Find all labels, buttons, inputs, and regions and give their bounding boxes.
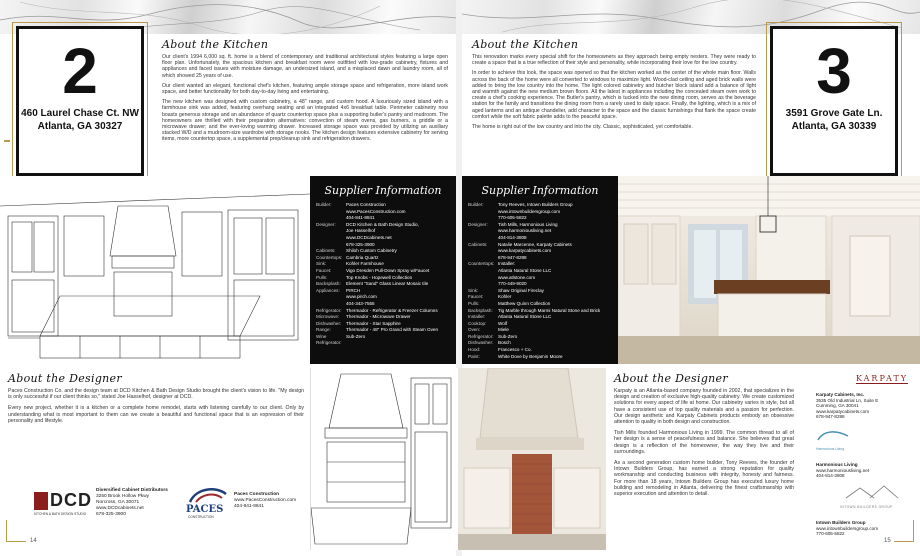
supplier-value: Element "Sand" Glass Linear Mosaic tile — [346, 281, 429, 287]
designer-paragraph: Paces Construction Co. and the design team at DCD Kitchen & Bath Design Studio brought the client's vision to life. "My design is only successful if our client thinks so," stated Joe Hasselhof, designer at DCD. — [8, 388, 304, 401]
supplier-row — [468, 275, 614, 282]
supplier-value: Bosch — [498, 340, 511, 346]
supplier-value: White Dove by Benjamin Moore — [498, 353, 563, 359]
page-number-right: 15 — [884, 538, 891, 544]
supplier-value: 770-449-9020 — [498, 281, 527, 287]
supplier-label: Faucet: — [316, 267, 332, 273]
supplier-label: Pulls: — [316, 274, 328, 280]
supplier-label: Countertops: — [316, 254, 343, 260]
supplier-label: Pulls: — [468, 300, 480, 306]
intown-builders-contact: Intown Builders Group www.intownbuildersgroup.com 770-605-5822 — [816, 520, 879, 537]
paces-logo — [186, 486, 230, 520]
project-number: 2 — [62, 35, 98, 107]
supplier-label: Designer: — [316, 221, 336, 227]
supplier-heading: Supplier Information — [324, 184, 442, 197]
supplier-row — [316, 294, 452, 301]
project-number: 3 — [816, 35, 852, 107]
supplier-value: Tony Reeves, Intown Builders Group — [498, 202, 573, 207]
supplier-value: Thermador - Microwave Drawer — [346, 314, 411, 320]
supplier-value: PIRCH — [346, 287, 361, 293]
kitchen-paragraph: Our client's 1994 6,000 sq. ft. home is a blend of contemporary and traditional architectural styles featuring a large open floor plan. Unfortunately, the spacious kitchen and breakfast room were outfitted with low-grade cabinetry, fixtures and appliances and faced issues with moisture damage, an undersized island, and a misplaced dawn and laundry room, all of which showed 25 years of use. — [162, 54, 448, 79]
supplier-label — [468, 235, 498, 242]
supplier-value: Wolf — [498, 320, 508, 326]
supplier-label — [316, 294, 346, 301]
supplier-row — [316, 288, 452, 295]
supplier-row — [468, 314, 614, 321]
corner-ornament-right — [894, 520, 914, 542]
supplier-row — [316, 268, 452, 275]
kitchen-line-drawing — [0, 176, 310, 364]
supplier-value: 678-325-3900 — [346, 241, 375, 247]
supplier-row — [316, 321, 452, 328]
supplier-label — [468, 281, 498, 288]
supplier-row — [468, 354, 614, 361]
supplier-label — [316, 242, 346, 249]
kitchen-paragraph: The home is right out of the low country and into the city. Classic, sophisticated, yet comfortable. — [472, 124, 693, 131]
supplier-value: Thermador - Star Sapphire — [346, 320, 401, 326]
corner-ornament-left — [6, 520, 26, 542]
supplier-label: Oven: — [468, 327, 481, 333]
hood-line-drawing — [310, 368, 458, 550]
designer-paragraph: Karpaty is an Atlanta-based company founded in 2002, that specializes in the design and creation of exclusive high-quality cabinetry. We create customized solutions for every aspect of life at home. Our cabinetry varies in style, but all have a consistent use of top quality materials and a passion for perfection. Our design aesthetic and Karpaty Cabinets products embody an obsessive attention to quality in both design and construction. — [614, 388, 794, 426]
supplier-label: Wine Refrigerator: — [316, 333, 342, 346]
supplier-label — [468, 255, 498, 262]
supplier-label: Hood: — [468, 347, 481, 353]
supplier-label: Dishwasher: — [468, 340, 494, 346]
supplier-label — [468, 268, 498, 275]
supplier-label: Backsplash: — [316, 281, 341, 287]
supplier-value: Natalie Marcenne, Karpaty Cabinets — [498, 241, 572, 247]
supplier-row — [468, 248, 614, 255]
supplier-row — [316, 327, 452, 334]
supplier-label — [316, 215, 346, 222]
paces-contact: Paces Construction www.PacesConstruction.com 404-841-8841 — [234, 492, 297, 509]
supplier-label: Designer: — [468, 221, 488, 227]
karpaty-logo: KARPATY — [856, 374, 909, 383]
supplier-value: 404-841-8841 — [346, 215, 375, 221]
supplier-label: Cabinets: — [468, 241, 488, 247]
kitchen-photo — [618, 176, 920, 364]
supplier-row — [468, 268, 614, 275]
supplier-row — [316, 314, 452, 321]
supplier-panel-left — [310, 176, 456, 364]
project-number-box — [16, 26, 144, 176]
supplier-value: Shaw Original Fireclay — [498, 287, 544, 293]
supplier-row — [468, 327, 614, 334]
gold-rule-left — [4, 140, 10, 142]
project-address: 460 Laurel Chase Ct. NW Atlanta, GA 30327 — [21, 108, 139, 132]
supplier-row — [316, 248, 452, 255]
designer-heading: About the Designer — [8, 372, 122, 385]
supplier-row — [468, 347, 614, 354]
supplier-row — [468, 308, 614, 315]
supplier-panel-right — [462, 176, 618, 364]
supplier-value: Sub-Zero — [346, 333, 366, 339]
kitchen-heading: About the Kitchen — [162, 38, 269, 51]
harmonious-living-logo: Harmonious Living — [816, 428, 850, 448]
paces-logo-sub: CONSTRUCTION — [188, 515, 214, 519]
supplier-value: Thermador - 48" Pro Grand with Steam Oven — [346, 327, 439, 333]
supplier-list — [468, 202, 614, 360]
supplier-value: Miele — [498, 327, 509, 333]
supplier-label: Installer: — [468, 314, 486, 320]
supplier-row — [468, 340, 614, 347]
supplier-label: Paint: — [468, 353, 480, 359]
karpaty-contact: Karpaty Cabinets, Inc. 3535 Old Industrial Ln, Suite E Cumming, GA 30041 www.karpatycabinets.com 678-947-8288 — [816, 392, 879, 420]
supplier-value: DCD Kitchen & Bath Design Studio, — [346, 221, 419, 227]
supplier-value: Installer: — [498, 261, 516, 267]
supplier-row — [468, 215, 614, 222]
range-hood-photo — [458, 368, 606, 550]
supplier-row — [316, 209, 452, 216]
supplier-value: 404-814-3808 — [498, 234, 527, 240]
supplier-row — [468, 321, 614, 328]
supplier-value: Kohler Farmhouse — [346, 261, 384, 267]
supplier-label — [316, 235, 346, 242]
supplier-row — [316, 308, 452, 315]
supplier-label: Countertops: — [468, 261, 495, 267]
supplier-value: www.intownbuildersgroup.com — [498, 208, 561, 214]
designer-paragraph: Every new project, whether it is a kitchen or a complete home remodel, starts with listening carefully to our client. Only by understanding what is most important to them can we create a beautiful and functional space that is an expression of their personality and lifestyle. — [8, 405, 304, 424]
supplier-value: Atlanta Natural Stone LLC — [498, 314, 552, 320]
supplier-value: Sub-Zero — [498, 333, 518, 339]
supplier-row — [468, 235, 614, 242]
supplier-heading: Supplier Information — [481, 184, 599, 197]
supplier-value: www.pirch.com — [346, 294, 377, 300]
supplier-row — [316, 235, 452, 242]
supplier-value: Francesco + Co. — [498, 347, 532, 353]
supplier-label: Dishwasher: — [316, 320, 342, 326]
supplier-label — [468, 248, 498, 255]
designer-section-right — [614, 372, 794, 497]
supplier-value: 404-343-7555 — [346, 300, 375, 306]
supplier-label: Cooktop: — [468, 320, 487, 326]
supplier-row — [468, 242, 614, 249]
supplier-row — [316, 281, 452, 288]
supplier-row — [468, 281, 614, 288]
supplier-value: Shiloh Custom Cabinetry — [346, 248, 397, 254]
dcd-logo-sub: KITCHEN & BATH DESIGN STUDIO — [34, 512, 87, 516]
supplier-list — [316, 202, 452, 347]
supplier-label — [316, 301, 346, 308]
harmonious-living-logo-mark — [816, 428, 850, 442]
supplier-label: Backsplash: — [468, 307, 493, 313]
supplier-row — [468, 261, 614, 268]
supplier-label — [468, 275, 498, 282]
dcd-contact: Diversified Cabinet Distributors 3250 Brook Hollow Pkwy Norcross, GA 30071 www.DCDcabinets.net 678-325-3900 — [96, 488, 168, 517]
supplier-label: Appliances: — [316, 287, 340, 293]
supplier-label — [468, 228, 498, 235]
kitchen-section-left — [162, 38, 448, 143]
supplier-value: Vigo Dresden Pull-Down Spray w/Faucet — [346, 267, 430, 273]
supplier-label: Builder: — [316, 202, 332, 207]
supplier-row — [468, 202, 614, 209]
supplier-row — [468, 334, 614, 341]
kitchen-paragraph: In order to achieve this look, the space was opened so that the kitchen worked as the center of the whole main floor. Walls across the back of the home were all converted to windows to maximize light. Wood-clad ceiling and aged brick walls were added to bring the low country into the home. The light colored cabinetry and butcher block island add a balance of light and warmth against the new medium brown floors. All the latest in appliances including the concealed steam oven work to create a chef's cooking experience. The Butler's pantry, which is tucked into the new dining room, serves as the beverage station for the family and transitions the dining room from a rarely used to daily space. Finally, the lighting, which is a mix of aged lanterns and an antique chandelier, add character to the space and the classic furnishings that flank the space create comfort while the soft fabric palette adds to the peaceful space. — [472, 70, 756, 120]
dcd-logo — [34, 490, 94, 518]
supplier-label: Cabinets: — [316, 248, 336, 254]
page-number-left: 14 — [30, 538, 37, 544]
supplier-row — [468, 209, 614, 216]
supplier-label: Refrigerator: — [468, 333, 494, 339]
designer-paragraph: Tish Mills founded Harmonious Living in 1999. The common thread to all of her design is a sense of peacefulness and balance. She believes that great design is a reflection of the homeowner, the way they live and their surroundings. — [614, 430, 794, 455]
supplier-label: Builder: — [468, 202, 484, 207]
project-address: 3591 Grove Gate Ln. Atlanta, GA 30339 — [785, 108, 883, 132]
harmonious-living-contact: Harmonious Living www.harmoniousliving.net 404-814-3808 — [816, 462, 870, 479]
supplier-label — [468, 215, 498, 222]
supplier-value: Thermador - Refrigerator & Freezer Columns — [346, 307, 438, 313]
supplier-value: 678-947-8288 — [498, 254, 527, 260]
intown-builders-logo: INTOWN BUILDERS GROUP — [840, 484, 914, 510]
dcd-logo-mark — [34, 492, 48, 510]
supplier-row — [316, 222, 452, 229]
kitchen-section-right — [472, 38, 756, 130]
supplier-label: Sink: — [468, 287, 479, 293]
supplier-row — [316, 301, 452, 308]
dcd-logo-text: DCD — [50, 490, 92, 510]
designer-paragraph: As a second generation custom home builder, Tony Reeves, the founder of Intown Builders Group, has earned a strong reputation for quality workmanship and conducting business with integrity, honesty and fairness. For more than 18 years, Intown Builders Group has executed luxury home building and remodeling in Atlanta, delivering the finest craftsmanship with superior execution and attention to detail. — [614, 460, 794, 498]
kitchen-paragraph: Our client wanted an elegant, functional chef's kitchen, featuring ample storage space and refrigeration, more island work space, and better functionality for both day-to-day living and entertaining. — [162, 82, 448, 96]
supplier-row — [316, 228, 452, 235]
supplier-row — [316, 255, 452, 262]
supplier-row — [468, 222, 614, 229]
supplier-row — [316, 202, 452, 209]
supplier-value: Tish Mills, Harmonious Living — [498, 221, 558, 227]
supplier-label — [316, 228, 346, 235]
intown-builders-logo-mark — [840, 484, 914, 500]
supplier-value: www.atlstone.com — [498, 274, 536, 280]
paces-logo-swoosh — [186, 486, 230, 504]
supplier-value: Matthew Quinn Collection — [498, 300, 551, 306]
supplier-row — [316, 215, 452, 222]
supplier-label: Refrigerator: — [316, 307, 342, 313]
supplier-label: Faucet: — [468, 294, 484, 300]
supplier-label: Range: — [316, 327, 331, 333]
designer-heading: About the Designer — [614, 372, 728, 385]
supplier-label: Microwave: — [316, 314, 340, 320]
project-number-box — [770, 26, 898, 176]
supplier-row — [468, 294, 614, 301]
designer-section-left — [8, 372, 304, 424]
kitchen-paragraph: This renovation marks every special shift for the homeowners as they approach being empty nesters. They were ready to create a space that is a true reflection of their style and personality, while incorporating their love for the low country. — [472, 54, 756, 67]
supplier-row — [316, 261, 452, 268]
supplier-value: Kohler — [498, 294, 512, 300]
supplier-value: Top Knobs - Hopewell Collection — [346, 274, 413, 280]
supplier-row — [316, 334, 452, 347]
supplier-label: Sink: — [316, 261, 327, 267]
kitchen-heading: About the Kitchen — [472, 38, 579, 51]
supplier-value: Joe Hasselhof — [346, 228, 376, 234]
supplier-value: Cambria Quartz — [346, 254, 379, 260]
supplier-value: www.PacesConstruction.com — [346, 208, 406, 214]
supplier-value: Paces Construction — [346, 202, 386, 207]
supplier-row — [468, 288, 614, 295]
supplier-value: Atlanta Natural Stone LLC — [498, 267, 552, 273]
supplier-value: www.harmoniousliving.net — [498, 228, 552, 234]
supplier-value: www.karpatycabinets.com — [498, 248, 552, 254]
paces-logo-text: PACES — [186, 504, 224, 515]
supplier-row — [316, 242, 452, 249]
supplier-value: www.DCDcabinets.net — [346, 234, 392, 240]
supplier-row — [468, 255, 614, 262]
supplier-label — [468, 209, 498, 216]
supplier-label — [316, 209, 346, 216]
supplier-row — [468, 301, 614, 308]
supplier-value: 770-605-5822 — [498, 215, 527, 221]
supplier-row — [468, 228, 614, 235]
supplier-row — [316, 275, 452, 282]
kitchen-paragraph: The new kitchen was designed with custom cabinetry, a 48" range, and custom hood. A luxuriously sized island with a farmhouse sink was added, featuring overhang seating and an integrated 4x6 breakfast table. Perimeter cabinetry now boasts generous storage and an abundance of quartz countertop space plus a supporting butler's pantry and mudroom. The homeowners are thrilled with their preparation alternatives: convection of steam ovens, gas burners, a griddle or a microwave drawer; and the ever-loving warming drawer. Increased storage space was provided by utilizing an auxiliary stacked W/D and a mudroom-size wardrobe with storage nooks. The kitchen design features extensive cabinetry for serving items, more countertop space, a supplemental prep/cleanup sink and refrigeration drawers. — [162, 99, 448, 143]
supplier-value: Tig Marble through Marmi Natural Stone and Brick — [498, 307, 601, 313]
